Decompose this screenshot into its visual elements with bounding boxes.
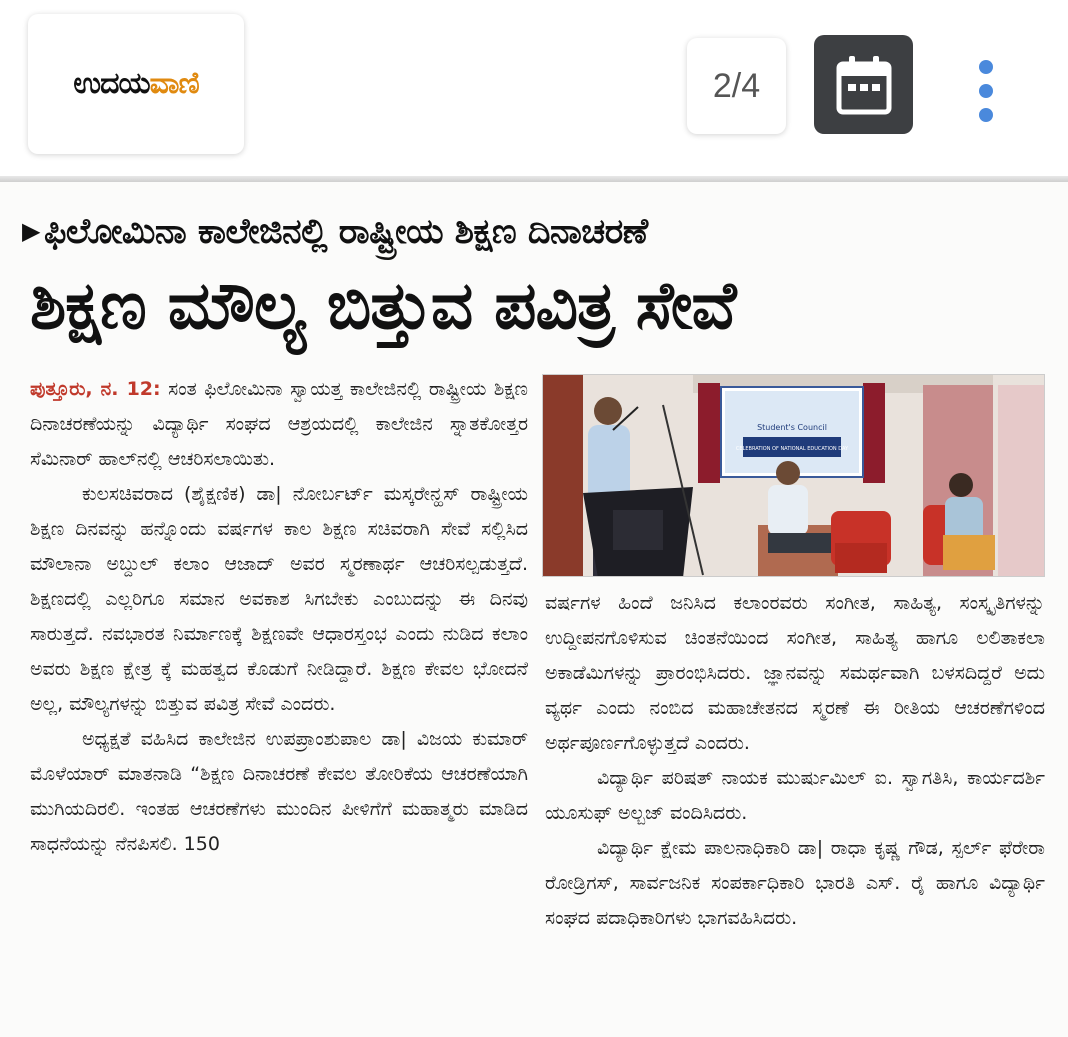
body-paragraph: ವರ್ಷಗಳ ಹಿಂದೆ ಜನಿಸಿದ ಕಲಾಂರವರು ಸಂಗೀತ, ಸಾಹಿತ್ಯ, ಸಂಸ್ಕೃತಿಗಳನ್ನು ಉದ್ದೀಪನಗೊಳಿಸುವ ಚಿಂತನೆಯಿಂದ ಸಂಗೀತ, ಸಾಹಿತ್ಯ ಹಾಗೂ ಲಲಿತಾಕಲಾ ಅಕಾಡೆಮಿಗಳನ್ನು ಪ್ರಾರಂಭಿಸಿದರು. ಜ್ಞಾನವನ್ನು ಸಮರ್ಥವಾಗಿ ಬಳಸದಿದ್ದರೆ ಅದು ವ್ಯರ್ಥ ಎಂದು ನಂಬಿದ ಮಹಾಚೇತನದ ಸ್ಮರಣೆ ಈ ರೀತಿಯ ಆಚರಣೆಗಳಿಂದ ಅರ್ಥಪೂರ್ಣಗೊಳ್ಳುತ್ತದೆ ಎಂದರು.: [545, 592, 1045, 754]
more-vertical-icon: [979, 60, 993, 74]
body-paragraph: ಅಧ್ಯಕ್ಷತೆ ವಹಿಸಿದ ಕಾಲೇಜಿನ ಉಪಪ್ರಾಂಶುಪಾಲ ಡಾ| ವಿಜಯ ಕುಮಾರ್ ಮೊಳೆಯಾರ್ ಮಾತನಾಡಿ “ಶಿಕ್ಷಣ ದಿನಾಚರಣೆ ಕೇವಲ ತೋರಿಕೆಯ ಆಚರಣೆಯಾಗಿ ಮುಗಿಯದಿರಲಿ. ಇಂತಹ ಆಚರಣೆಗಳು ಮುಂದಿನ ಪೀಳಿಗೆಗೆ ಮಹಾತ್ಮರು ಮಾಡಿದ ಸಾಧನೆಯನ್ನು ನೆನಪಿಸಲಿ. 150: [30, 728, 528, 855]
body-paragraph: ಕುಲಸಚಿವರಾದ (ಶೈಕ್ಷಣಿಕ) ಡಾ| ನೋರ್ಬರ್ಟ್ ಮಸ್ಕರೇನ್ಹಸ್ ರಾಷ್ಟ್ರೀಯ ಶಿಕ್ಷಣ ದಿನವನ್ನು ಹನ್ನೊಂದು ವರ್ಷಗಳ ಕಾಲ ಶಿಕ್ಷಣ ಸಚಿವರಾಗಿ ಸೇವೆ ಸಲ್ಲಿಸಿದ ಮೌಲಾನಾ ಅಬ್ದುಲ್ ಕಲಾಂ ಆಜಾದ್ ಅವರ ಸ್ಮರಣಾರ್ಥ ಆಚರಿಸಲ್ಪಡುತ್ತದೆ. ಶಿಕ್ಷಣದಲ್ಲಿ ಎಲ್ಲರಿಗೂ ಸಮಾನ ಅವಕಾಶ ಸಿಗಬೇಕು ಎಂಬುದನ್ನು ಈ ದಿನವು ಸಾರುತ್ತದೆ. ನವಭಾರತ ನಿರ್ಮಾಣಕ್ಕೆ ಶಿಕ್ಷಣವೇ ಆಧಾರಸ್ತಂಭ ಎಂದು ನುಡಿದ ಕಲಾಂ ಅವರು ಶಿಕ್ಷಣ ಕ್ಷೇತ್ರ ಕ್ಕೆ ಮಹತ್ವದ ಕೊಡುಗೆ ನೀಡಿದ್ದಾರೆ. ಶಿಕ್ಷಣ ಕೇವಲ ಭೋದನೆ ಅಲ್ಲ, ಮೌಲ್ಯಗಳನ್ನು ಬಿತ್ತುವ ಪವಿತ್ರ ಸೇವೆ ಎಂದರು.: [30, 483, 528, 715]
calendar-icon: [835, 54, 893, 116]
more-options-button[interactable]: [968, 56, 1004, 126]
calendar-button[interactable]: [814, 35, 913, 134]
banner-title: Student's Council: [757, 423, 827, 432]
body-paragraph: ವಿದ್ಯಾರ್ಥಿ ಕ್ಷೇಮ ಪಾಲನಾಧಿಕಾರಿ ಡಾ| ರಾಧಾ ಕೃಷ್ಣ ಗೌಡ, ಸ್ಪರ್ಲ್ ಫೆರೇರಾ ರೋಡ್ರಿಗಸ್, ಸಾರ್ವಜನಿಕ ಸಂಪರ್ಕಾಧಿಕಾರಿ ಭಾರತಿ ಎಸ್. ರೈ ಹಾಗೂ ವಿದ್ಯಾರ್ಥಿ ಸಂಘದ ಪದಾಧಿಕಾರಿಗಳು ಭಾಗವಹಿಸಿದರು.: [545, 837, 1045, 929]
article-clipping: [0, 182, 1068, 1037]
dateline: ಪುತ್ತೂರು, ನ. 12:: [30, 378, 161, 400]
logo-wordmark: ಉದಯವಾಣಿ: [73, 66, 199, 101]
newspaper-logo[interactable]: [28, 14, 244, 154]
app-header: [0, 0, 1068, 178]
body-paragraph: ಸಂತ ಫಿಲೋಮಿನಾ ಸ್ವಾಯತ್ತ ಕಾಲೇಜಿನಲ್ಲಿ ರಾಷ್ಟ್ರೀಯ ಶಿಕ್ಷಣ ದಿನಾಚರಣೆಯನ್ನು ವಿದ್ಯಾರ್ಥಿ ಸಂಘದ ಆಶ್ರಯದಲ್ಲಿ ಕಾಲೇಜಿನ ಸ್ನಾತಕೋತ್ತರ ಸೆಮಿನಾರ್ ಹಾಲ್‌ನಲ್ಲಿ ಆಚರಿಸಲಾಯಿತು.: [30, 378, 528, 470]
article-column-right: [545, 586, 1045, 936]
page-indicator[interactable]: 2/4: [687, 38, 786, 134]
triangle-icon: ▶: [22, 217, 40, 245]
article-photo: [542, 374, 1045, 577]
article-headline: ಶಿಕ್ಷಣ ಮೌಲ್ಯ ಬಿತ್ತುವ ಪವಿತ್ರ ಸೇವೆ: [30, 267, 736, 344]
more-dot: [979, 108, 993, 122]
article-kicker: ▶ ಫಿಲೋಮಿನಾ ಕಾಲೇಜಿನಲ್ಲಿ ರಾಷ್ಟ್ರೀಯ ಶಿಕ್ಷಣ ದಿನಾಚರಣೆ: [22, 212, 648, 252]
article-column-left: [30, 372, 528, 862]
banner-subtitle: CELEBRATION OF NATIONAL EDUCATION DAY: [735, 446, 849, 452]
body-paragraph: ವಿದ್ಯಾರ್ಥಿ ಪರಿಷತ್ ನಾಯಕ ಮುರ್ಷುಮಿಲ್ ಐ. ಸ್ವಾಗತಿಸಿ, ಕಾರ್ಯದರ್ಶಿ ಯೂಸುಫ್ ಅಲ್ಬಜ್ ವಂದಿಸಿದರು.: [545, 767, 1045, 824]
more-dot: [979, 84, 993, 98]
